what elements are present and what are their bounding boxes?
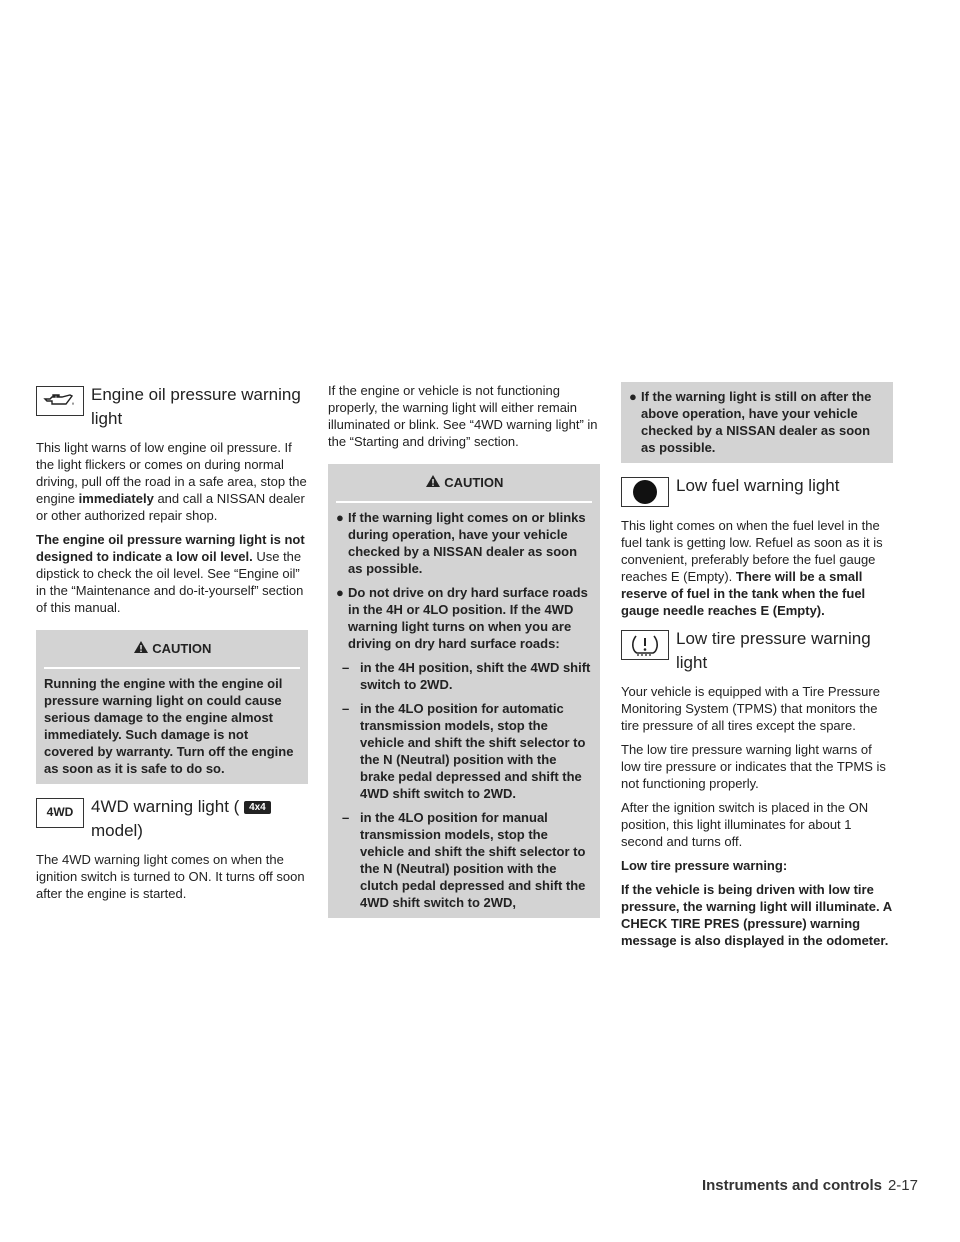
4wd-title-line1: 4WD warning light ( [91, 796, 240, 816]
oil-pressure-header [36, 382, 308, 431]
warning-triangle-icon [425, 474, 441, 492]
page-number: 2-17 [887, 1177, 918, 1194]
oil-pressure-title-line2: light [91, 409, 123, 428]
caution-box-4wd [328, 464, 600, 918]
caution-box-oil [36, 630, 308, 784]
low-fuel-paragraph: This light comes on when the fuel level in the fuel tank is getting low. Refuel as soon as it is convenient, preferably before the fuel gauge reaches E (Empty). There will be a small reserve of fuel in the tank when the fuel gauge needle reaches E (Empty). [621, 518, 883, 618]
caution-bullet: ● If the warning light is still on after the above operation, have your vehicle checked by a NISSAN dealer as soon as possible. [629, 389, 872, 455]
tpms-paragraph-1: Your vehicle is equipped with a Tire Pressure Monitoring System (TPMS) that monitors the tire pressure of all tires except the spare. [621, 684, 880, 733]
tpms-paragraph-2: The low tire pressure warning light warns of low tire pressure or indicates that the TPMS is not functioning properly. [621, 742, 886, 791]
4x4-badge-icon: 4x4 [244, 801, 271, 814]
tpms-subheading: Low tire pressure warning: [621, 858, 788, 873]
4wd-title-line2: model) [91, 820, 143, 840]
caution-bullet: ● Do not drive on dry hard surface roads in the 4H or 4LO position. If the 4WD warning light turns on when you are driving on dry hard surface roads: [336, 584, 588, 651]
caution-title: CAUTION [44, 630, 300, 667]
tpms-header [621, 626, 893, 675]
page-footer [702, 1177, 918, 1194]
4wd-icon: 4WD [36, 798, 84, 828]
oil-can-icon [36, 386, 84, 416]
oil-pressure-title-line1: Engine oil pressure warning [91, 385, 301, 404]
oil-pressure-paragraph: This light warns of low engine oil pressure. If the light flickers or comes on during normal driving, pull off the road in a safe area, stop the engine immediately and call a NISSAN dealer or other authorized repair shop. [36, 440, 307, 523]
4wd-continued-paragraph: If the engine or vehicle is not functioning properly, the warning light will either remain illuminated or blink. See “4WD warning light” in the “Starting and driving” section. [328, 383, 598, 449]
low-fuel-header [621, 473, 893, 509]
oil-level-paragraph: The engine oil pressure warning light is not designed to indicate a low oil level. Use the dipstick to check the oil level. See “Engine oil” in the “Maintenance and do-it-yourself” section of this manual. [36, 532, 305, 615]
caution-title: CAUTION [336, 464, 592, 501]
warning-triangle-icon [133, 640, 149, 658]
4wd-paragraph: The 4WD warning light comes on when the ignition switch is turned to ON. It turns off soon after the engine is started. [36, 851, 305, 901]
column-1 [36, 382, 308, 909]
tpms-title: Low tire pressure warning light [676, 629, 871, 672]
caution-box-continued [621, 382, 893, 463]
low-fuel-title: Low fuel warning light [676, 476, 840, 495]
tire-pressure-icon [621, 630, 669, 660]
4wd-header [36, 794, 308, 843]
fuel-pump-icon [621, 477, 669, 507]
column-2 [328, 382, 600, 928]
column-3 [621, 382, 893, 956]
caution-dash-item: – in the 4LO position for automatic transmission models, stop the vehicle and shift the shift selector to the N (Neutral) position with the brake pedal depressed and shift the 4WD shift switch to 2WD. [342, 700, 586, 801]
caution-bullet: ● If the warning light comes on or blinks during operation, have your vehicle checked by a NISSAN dealer as soon as possible. [336, 509, 586, 576]
caution-text: Running the engine with the engine oil pressure warning light on could cause serious damage to the engine almost immediately. Such damage is not covered by warranty. Turn off the engine as soon as it is safe to do so. [44, 675, 294, 776]
caution-dash-item: – in the 4H position, shift the 4WD shift switch to 2WD. [342, 659, 591, 692]
footer-section: Instruments and controls [701, 1177, 882, 1194]
caution-dash-item: – in the 4LO position for manual transmission models, stop the vehicle and shift the shift selector to the N (Neutral) position with the clutch pedal depressed and shift the 4WD shift switch to 2WD, [342, 809, 586, 910]
tpms-paragraph-3: After the ignition switch is placed in the ON position, this light illuminates for about 1 second and turns off. [621, 800, 869, 849]
tpms-paragraph-4: If the vehicle is being driven with low tire pressure, the warning light will illuminate. A CHECK TIRE PRES (pressure) warning message is also displayed in the odometer. [621, 882, 892, 948]
